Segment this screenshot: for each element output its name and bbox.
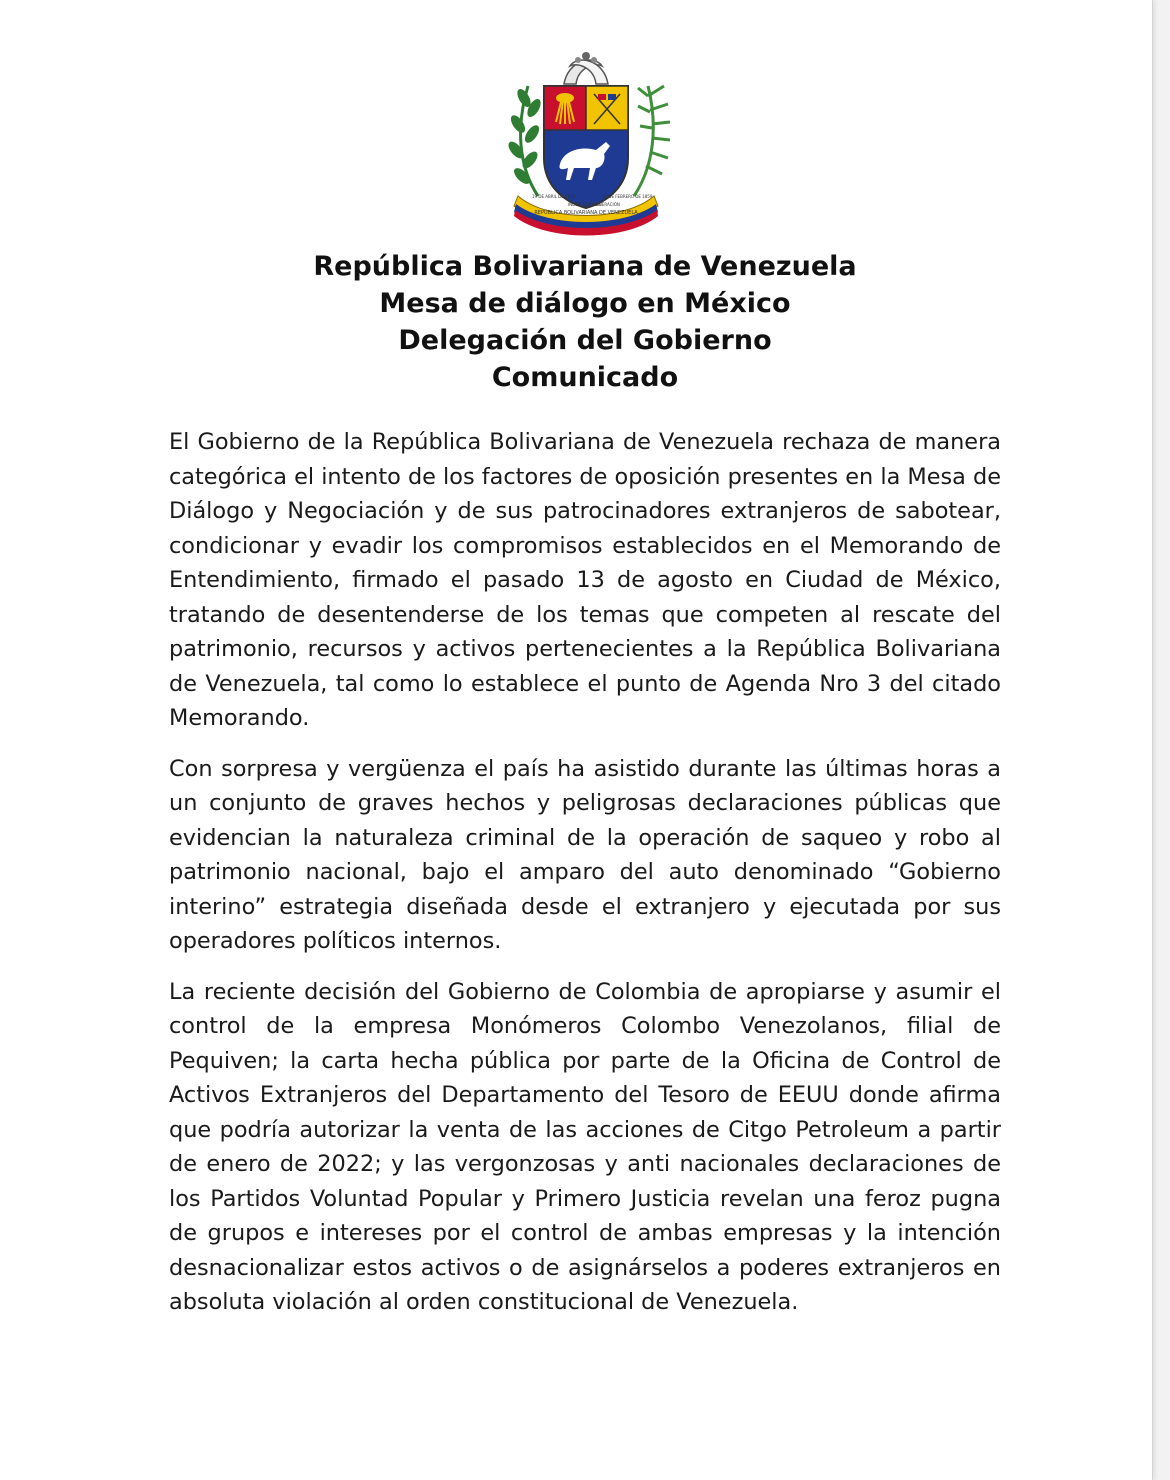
heading-dialogue-table: Mesa de diálogo en México xyxy=(379,288,791,319)
ribbon-right-lower-text: FEDERACIÓN xyxy=(594,202,620,207)
shield-icon xyxy=(544,86,628,208)
ribbon-bottom-text: REPÚBLICA BOLIVARIANA DE VENEZUELA xyxy=(534,210,638,216)
paragraph: El Gobierno de la República Bolivariana de Venezuela rechaza de manera categórica el intento de los factores de oposición presentes en la Mesa de Diálogo y Negociación y de sus patrocinadores extranjeros de sabotear, condicionar y evadir los compromisos establecidos en el Memorando de Entendimiento, firmado el pasado 13 de agosto en Ciudad de México, tratando de desentenderse de los temas que competen al rescate del patrimonio, recursos y activos pertenecientes a la República Bolivariana de Venezuela, tal como lo establece el punto de Agenda Nro 3 del citado Memorando. xyxy=(169,429,1001,731)
heading-republic: República Bolivariana de Venezuela xyxy=(313,251,857,282)
document-heading xyxy=(0,248,1170,396)
paragraph: La reciente decisión del Gobierno de Colombia de apropiarse y asumir el control de la empresa Monómeros Colombo Venezolanos, filial de Pequiven; la carta hecha pública por parte de la Oficina de Control de Activos Extranjeros del Departamento del Tesoro de EEUU donde afirma que podría autorizar la venta de las acciones de Citgo Petroleum a partir de enero de 2022; y las vergonzosas y anti nacionales declaraciones de los Partidos Voluntad Popular y Primero Justicia revelan una feroz pugna de grupos e intereses por el control de ambas empresas y la intención desnacionalizar estos activos o de asignárselos a poderes extranjeros en absoluta violación al orden constitucional de Venezuela. xyxy=(169,978,1001,1315)
ribbon-center-text: INDEPENDENCIA xyxy=(568,202,602,207)
ribbon-left-text: 19 DE ABRIL DE 1810 xyxy=(532,194,576,199)
heading-communique: Comunicado xyxy=(491,362,679,393)
document-body xyxy=(169,425,1001,1336)
coat-of-arms-image xyxy=(498,46,674,236)
laurel-branch-icon xyxy=(506,86,544,196)
heading-delegation: Delegación del Gobierno xyxy=(398,325,772,356)
cornucopia-icon xyxy=(564,52,608,84)
ribbon-right-text: 20 DE FEBRERO DE 1859 xyxy=(602,194,653,199)
palm-branch-icon xyxy=(634,86,670,196)
paragraph: Con sorpresa y vergüenza el país ha asistido durante las últimas horas a un conjunto de graves hechos y peligrosas declaraciones públicas que evidencian la naturaleza criminal de la operación de saqueo y robo al patrimonio nacional, bajo el amparo del auto denominado “Gobierno interino” estrategia diseñada desde el extranjero y ejecutada por sus operadores políticos internos. xyxy=(169,755,1001,954)
